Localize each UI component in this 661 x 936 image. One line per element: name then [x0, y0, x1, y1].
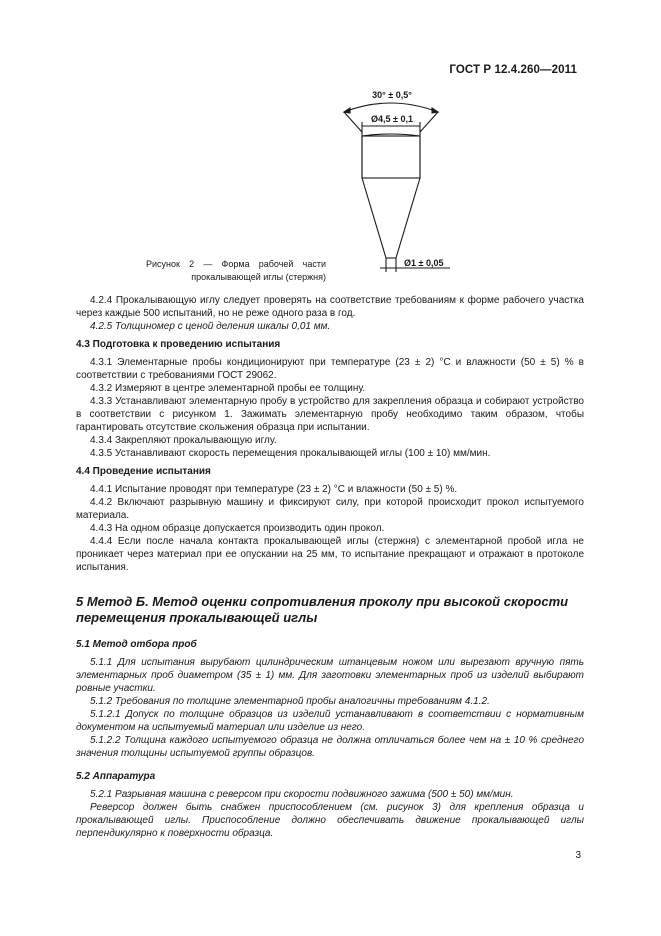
- para-5-1-2-2: 5.1.2.2 Толщина каждого испытуемого образца не должна отличаться более чем на ± 10 % среднего значения толщины испытуемой группы образцов.: [76, 735, 584, 759]
- figure-caption: [146, 258, 326, 284]
- dim-angle-label: 30° ± 0,5°: [372, 90, 412, 100]
- section-4-3: [76, 338, 584, 460]
- para-5-2-1: 5.2.1 Разрывная машина с реверсом при скорости подвижного зажима (500 ± 50) мм/мин.: [90, 789, 514, 800]
- section-4-2-tail: [76, 294, 584, 333]
- para-4-2-5: 4.2.5 Толщиномер с ценой деления шкалы 0,01 мм.: [90, 321, 331, 332]
- para-5-1-2: 5.1.2 Требования по толщине элементарной пробы аналогичны требованиям 4.1.2.: [90, 696, 490, 707]
- heading-section-5: 5 Метод Б. Метод оценки сопротивления проколу при высокой скорости перемещения прокалывающей иглы: [76, 594, 569, 625]
- cone-left: [362, 178, 386, 258]
- para-4-3-2: 4.3.2 Измеряют в центре элементарной пробы ее толщину.: [90, 383, 366, 394]
- section-4-4: [76, 465, 584, 574]
- para-5-2-1-reversor: Реверсор должен быть снабжен приспособлением (см. рисунок 3) для крепления образца и прокалывающей иглы. Приспособление должно обеспечивать движение прокалывающей иглы перпендикулярно к поверхности образца.: [76, 802, 584, 839]
- needle-figure: [330, 86, 460, 276]
- section-5-1: [76, 638, 584, 760]
- taper-line-left: [344, 112, 362, 132]
- para-4-3-3: 4.3.3 Устанавливают элементарную пробу в устройство для закрепления образца и собирают устройство в соответствии с рисунком 1. Зажимать элементарную пробу необходимо таким образом, чтобы гарантировать отсутствие скольжения образца при испытании.: [76, 396, 584, 433]
- para-4-4-1: 4.4.1 Испытание проводят при температуре (23 ± 2) °С и влажности (50 ± 5) %.: [90, 484, 458, 495]
- taper-line-right: [420, 112, 438, 132]
- cone-right: [396, 178, 420, 258]
- page-number: 3: [575, 850, 581, 861]
- figure-caption-line1: Рисунок 2 — Форма рабочей части: [146, 259, 326, 269]
- dim-tip-label: Ø1 ± 0,05: [404, 258, 444, 268]
- heading-5-2: 5.2 Аппаратура: [76, 771, 156, 782]
- heading-4-3: 4.3 Подготовка к проведению испытания: [76, 339, 281, 350]
- section-5-2: [76, 770, 584, 840]
- para-4-4-4: 4.4.4 Если после начала контакта прокалывающей иглы (стержня) с элементарной пробой игла не проникает через материал при ее опускании на 25 мм, то испытание прекращают и отражают в протоколе испытания.: [76, 536, 584, 573]
- para-5-1-2-1: 5.1.2.1 Допуск по толщине образцов из изделий устанавливают в соответствии с нормативным документом на испытуемый материал или изделие из него.: [76, 709, 584, 733]
- heading-4-4: 4.4 Проведение испытания: [76, 466, 211, 477]
- document-code-header: ГОСТ Р 12.4.260—2011: [449, 64, 577, 76]
- para-4-2-4: 4.2.4 Прокалывающую иглу следует проверять на соответствие требованиям к форме рабочего участка через каждые 500 испытаний, но не реже одного раза в год.: [76, 295, 584, 319]
- figure-caption-line2: прокалывающей иглы (стержня): [191, 272, 326, 282]
- para-4-4-2: 4.4.2 Включают разрывную машину и фиксируют силу, при которой происходит прокол испытуемого материала.: [76, 497, 584, 521]
- para-4-4-3: 4.4.3 На одном образце допускается производить один прокол.: [90, 523, 385, 534]
- para-4-3-4: 4.3.4 Закрепляют прокалывающую иглу.: [90, 435, 277, 446]
- dim-top-label: Ø4,5 ± 0,1: [371, 114, 413, 124]
- angle-arc: [344, 103, 438, 112]
- heading-5-1: 5.1 Метод отбора проб: [76, 639, 197, 650]
- para-4-3-1: 4.3.1 Элементарные пробы кондиционируют при температуре (23 ± 2) °С и влажности (50 ± 5) % в соответствии с требованиями ГОСТ 29062.: [76, 357, 584, 381]
- para-4-3-5: 4.3.5 Устанавливают скорость перемещения прокалывающей иглы (100 ± 10) мм/мин.: [90, 448, 491, 459]
- cylinder-body: [362, 136, 420, 178]
- para-5-1-1: 5.1.1 Для испытания вырубают цилиндрическим штанцевым ножом или вырезают вручную пять элементарных проб диаметром (35 ± 1) мм. Для заготовки элементарных проб из изделий выбирают ровные участки.: [76, 657, 584, 694]
